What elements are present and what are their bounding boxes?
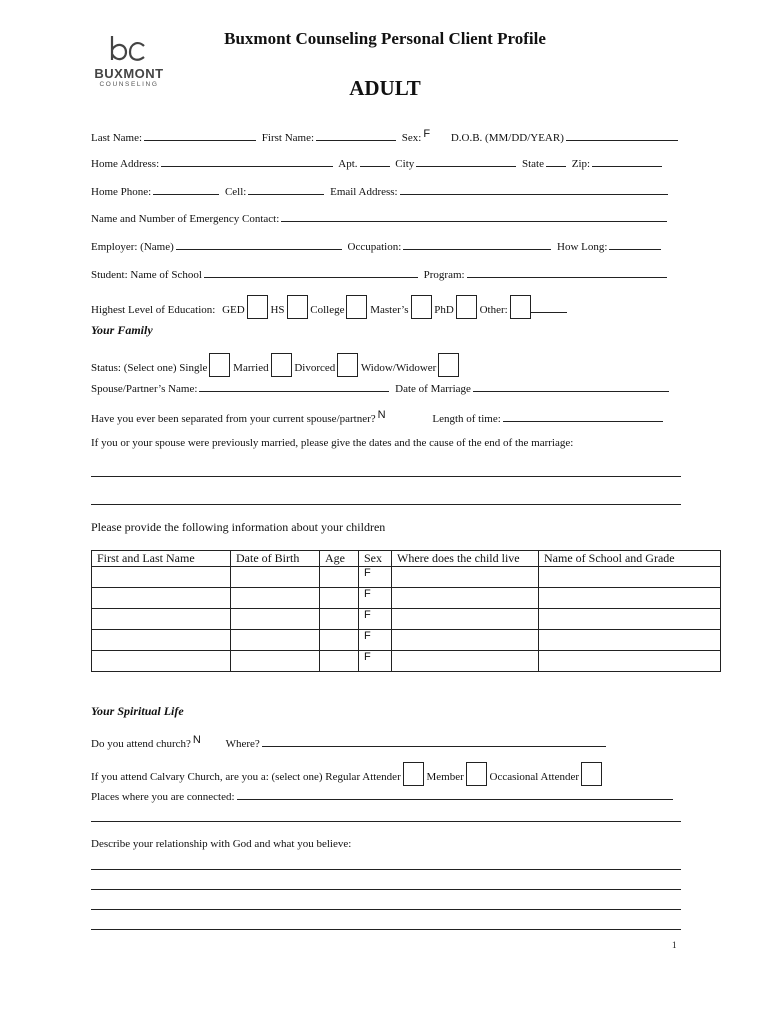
separated-row [91,409,681,425]
child-dob-cell[interactable] [231,609,320,630]
col-sex-header: Sex [359,551,392,567]
child-sex-cell[interactable]: F [359,609,392,630]
cell-field[interactable] [248,185,324,195]
married-checkbox[interactable] [271,353,292,377]
occasional-attender-checkbox[interactable] [581,762,602,786]
child-sex-cell[interactable]: F [359,588,392,609]
calvary-option-regular: Regular Attender [325,771,401,783]
child-dob-cell[interactable] [231,651,320,672]
children-table-header [92,551,721,567]
col-name-header: First and Last Name [92,551,231,567]
status-option-married: Married [233,362,269,374]
child-school-cell[interactable] [539,609,721,630]
child-name-cell[interactable] [92,630,231,651]
other-checkbox[interactable] [510,295,531,319]
child-school-cell[interactable] [539,567,721,588]
education-option-ged: GED [222,304,245,316]
child-name-cell[interactable] [92,651,231,672]
dob-label: D.O.B. (MM/DD/YEAR) [450,132,564,144]
education-option-college: College [310,304,345,316]
table-row [92,630,721,651]
emergency-row [91,212,681,225]
employer-label: Employer: (Name) [91,241,174,253]
child-name-cell[interactable] [92,588,231,609]
home-phone-label: Home Phone: [91,186,152,198]
last-name-field[interactable] [144,131,256,141]
sex-label: Sex: [401,132,422,144]
address-row [91,157,681,170]
child-residence-cell[interactable] [392,567,539,588]
separated-label: Have you ever been separated from your current spouse/partner? [91,413,376,425]
child-school-cell[interactable] [539,588,721,609]
city-label: City [395,158,415,170]
relationship-line-1[interactable] [91,869,681,870]
relationship-line-2[interactable] [91,889,681,890]
spouse-label: Spouse/Partner’s Name: [91,383,198,395]
zip-label: Zip: [571,158,591,170]
children-table [91,550,721,672]
school-field[interactable] [204,268,418,278]
child-residence-cell[interactable] [392,651,539,672]
relationship-label: Describe your relationship with God and what you believe: [91,838,352,850]
phd-checkbox[interactable] [456,295,477,319]
logo-subtitle: COUNSELING [99,81,159,88]
status-label: Status: (Select one) [91,362,177,374]
previous-marriage-label: If you or your spouse were previously married, please give the dates and the cause of the end of the marriage: [91,437,574,449]
child-dob-cell[interactable] [231,630,320,651]
home-address-field[interactable] [161,157,333,167]
places-line-2[interactable] [91,821,681,822]
previous-marriage-row [91,437,681,449]
emergency-field[interactable] [281,212,667,222]
education-option-phd: PhD [434,304,454,316]
dob-field[interactable] [566,131,678,141]
page-number: 1 [672,940,677,950]
masters-checkbox[interactable] [411,295,432,319]
children-intro: Please provide the following information about your children [91,520,386,534]
spouse-row [91,382,681,395]
phone-row [91,185,681,198]
education-option-masters: Master’s [370,304,409,316]
child-dob-cell[interactable] [231,588,320,609]
child-residence-cell[interactable] [392,609,539,630]
first-name-field[interactable] [316,131,396,141]
how-long-field[interactable] [609,240,661,250]
education-label: Highest Level of Education: [91,304,216,316]
college-checkbox[interactable] [346,295,367,319]
col-dob-header: Date of Birth [231,551,320,567]
emergency-label: Name and Number of Emergency Contact: [91,213,280,225]
zip-field[interactable] [592,157,662,167]
logo-brand: BUXMONT [94,66,164,81]
child-age-cell[interactable] [320,588,359,609]
table-row [92,609,721,630]
calvary-option-occasional: Occasional Attender [489,771,579,783]
divorced-checkbox[interactable] [337,353,358,377]
occupation-field[interactable] [403,240,551,250]
spiritual-section-title: Your Spiritual Life [91,704,184,718]
program-label: Program: [423,269,465,281]
table-row [92,588,721,609]
spouse-field[interactable] [199,382,389,392]
family-section-title: Your Family [91,323,153,337]
status-option-widow: Widow/Widower [360,362,437,374]
home-phone-field[interactable] [153,185,219,195]
calvary-option-member: Member [426,771,464,783]
education-option-hs: HS [270,304,285,316]
church-row [91,734,681,750]
member-checkbox[interactable] [466,762,487,786]
ged-checkbox[interactable] [247,295,268,319]
email-field[interactable] [400,185,668,195]
previous-marriage-line-2[interactable] [91,504,681,505]
hs-checkbox[interactable] [287,295,308,319]
child-age-cell[interactable] [320,630,359,651]
city-field[interactable] [416,157,516,167]
child-name-cell[interactable] [92,609,231,630]
home-address-label: Home Address: [91,158,160,170]
child-school-cell[interactable] [539,630,721,651]
table-row [92,651,721,672]
form-title: Buxmont Counseling Personal Client Profile [224,29,546,48]
email-label: Email Address: [330,186,398,198]
table-row [92,567,721,588]
where-label: Where? [225,738,260,750]
length-field[interactable] [503,412,663,422]
child-sex-cell[interactable]: F [359,630,392,651]
program-field[interactable] [467,268,667,278]
separated-field[interactable]: N [377,409,386,421]
apt-label: Apt. [338,158,358,170]
student-row [91,268,681,281]
col-residence-header: Where does the child live [392,551,539,567]
places-label: Places where you are connected: [91,791,235,803]
how-long-label: How Long: [557,241,608,253]
occupation-label: Occupation: [347,241,402,253]
state-label: State [522,158,544,170]
where-field[interactable] [262,737,606,747]
attend-label: Do you attend church? [91,738,191,750]
status-row [91,353,681,377]
single-checkbox[interactable] [209,353,230,377]
child-sex-cell[interactable]: F [359,567,392,588]
calvary-row [91,762,681,786]
child-age-cell[interactable] [320,651,359,672]
col-school-header: Name of School and Grade [539,551,721,567]
calvary-label: If you attend Calvary Church, are you a: (select one) [91,771,323,783]
form-subtitle: ADULT [349,76,421,100]
child-dob-cell[interactable] [231,567,320,588]
relationship-row [91,838,681,850]
student-label: Student: Name of School [91,269,202,281]
widow-checkbox[interactable] [438,353,459,377]
cell-label: Cell: [224,186,247,198]
first-name-label: First Name: [261,132,315,144]
apt-field[interactable] [360,157,390,167]
relationship-line-3[interactable] [91,909,681,910]
marriage-date-field[interactable] [473,382,669,392]
places-field[interactable] [237,790,673,800]
relationship-line-4[interactable] [91,929,681,930]
child-age-cell[interactable] [320,609,359,630]
previous-marriage-line-1[interactable] [91,476,681,477]
status-option-divorced: Divorced [294,362,336,374]
child-name-cell[interactable] [92,567,231,588]
state-field[interactable] [546,157,566,167]
child-residence-cell[interactable] [392,588,539,609]
regular-attender-checkbox[interactable] [403,762,424,786]
education-row [91,295,681,319]
col-age-header: Age [320,551,359,567]
name-row [91,128,681,144]
sex-field[interactable]: F [423,128,431,140]
length-label: Length of time: [432,413,501,425]
marriage-date-label: Date of Marriage [395,383,471,395]
places-row [91,790,681,803]
education-option-other: Other: [479,304,508,316]
employer-row [91,240,681,253]
child-school-cell[interactable] [539,651,721,672]
last-name-label: Last Name: [91,132,143,144]
other-field[interactable] [531,303,567,313]
status-option-single: Single [179,362,208,374]
child-sex-cell[interactable]: F [359,651,392,672]
attend-field[interactable]: N [192,734,201,746]
child-age-cell[interactable] [320,567,359,588]
employer-field[interactable] [176,240,342,250]
child-residence-cell[interactable] [392,630,539,651]
